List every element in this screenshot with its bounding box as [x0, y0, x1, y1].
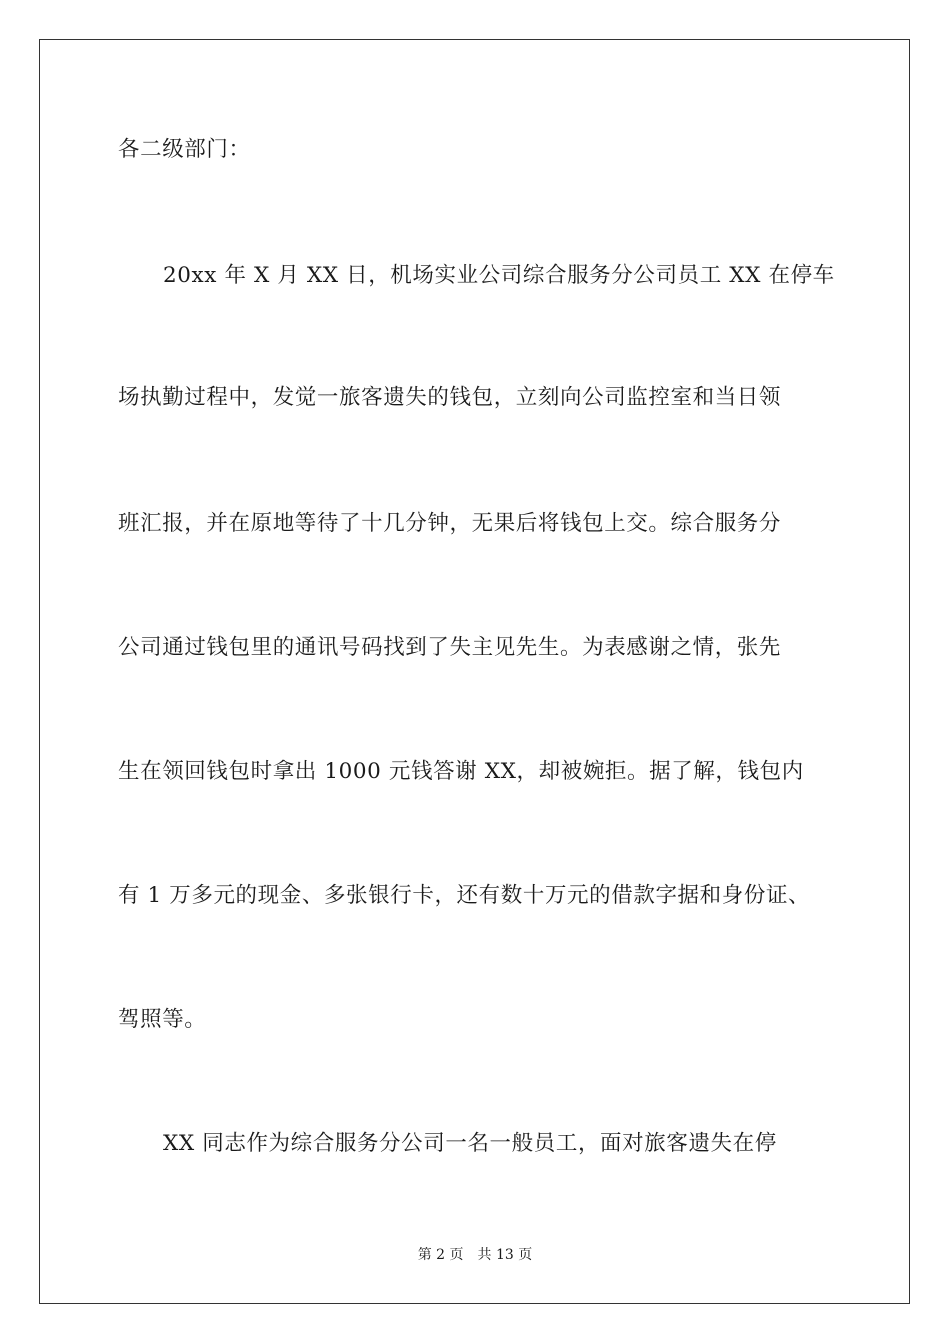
paragraph-1-line-4: 公司通过钱包里的通讯号码找到了失主见先生。为表感谢之情，张先 [118, 635, 782, 660]
page-total: 共 13 页 [477, 1247, 533, 1263]
paragraph-2-line-1: XX 同志作为综合服务分公司一名一般员工，面对旅客遗失在停 [163, 1131, 777, 1156]
paragraph-1-line-6: 有 1 万多元的现金、多张银行卡，还有数十万元的借款字据和身份证、 [118, 883, 811, 908]
paragraph-1-line-1: 20xx 年 X 月 XX 日，机场实业公司综合服务分公司员工 XX 在停车 [163, 263, 835, 288]
salutation: 各二级部门： [118, 137, 251, 162]
paragraph-1-line-5: 生在领回钱包时拿出 1000 元钱答谢 XX，却被婉拒。据了解，钱包内 [118, 759, 804, 784]
page-footer [0, 1245, 950, 1265]
paragraph-1-line-3: 班汇报，并在原地等待了十几分钟，无果后将钱包上交。综合服务分 [118, 511, 782, 536]
paragraph-1-line-2: 场执勤过程中，发觉一旅客遗失的钱包，立刻向公司监控室和当日领 [118, 385, 782, 410]
page-number: 第 2 页 [417, 1247, 464, 1263]
paragraph-1-line-7: 驾照等。 [118, 1007, 207, 1032]
page-border [39, 39, 910, 1304]
